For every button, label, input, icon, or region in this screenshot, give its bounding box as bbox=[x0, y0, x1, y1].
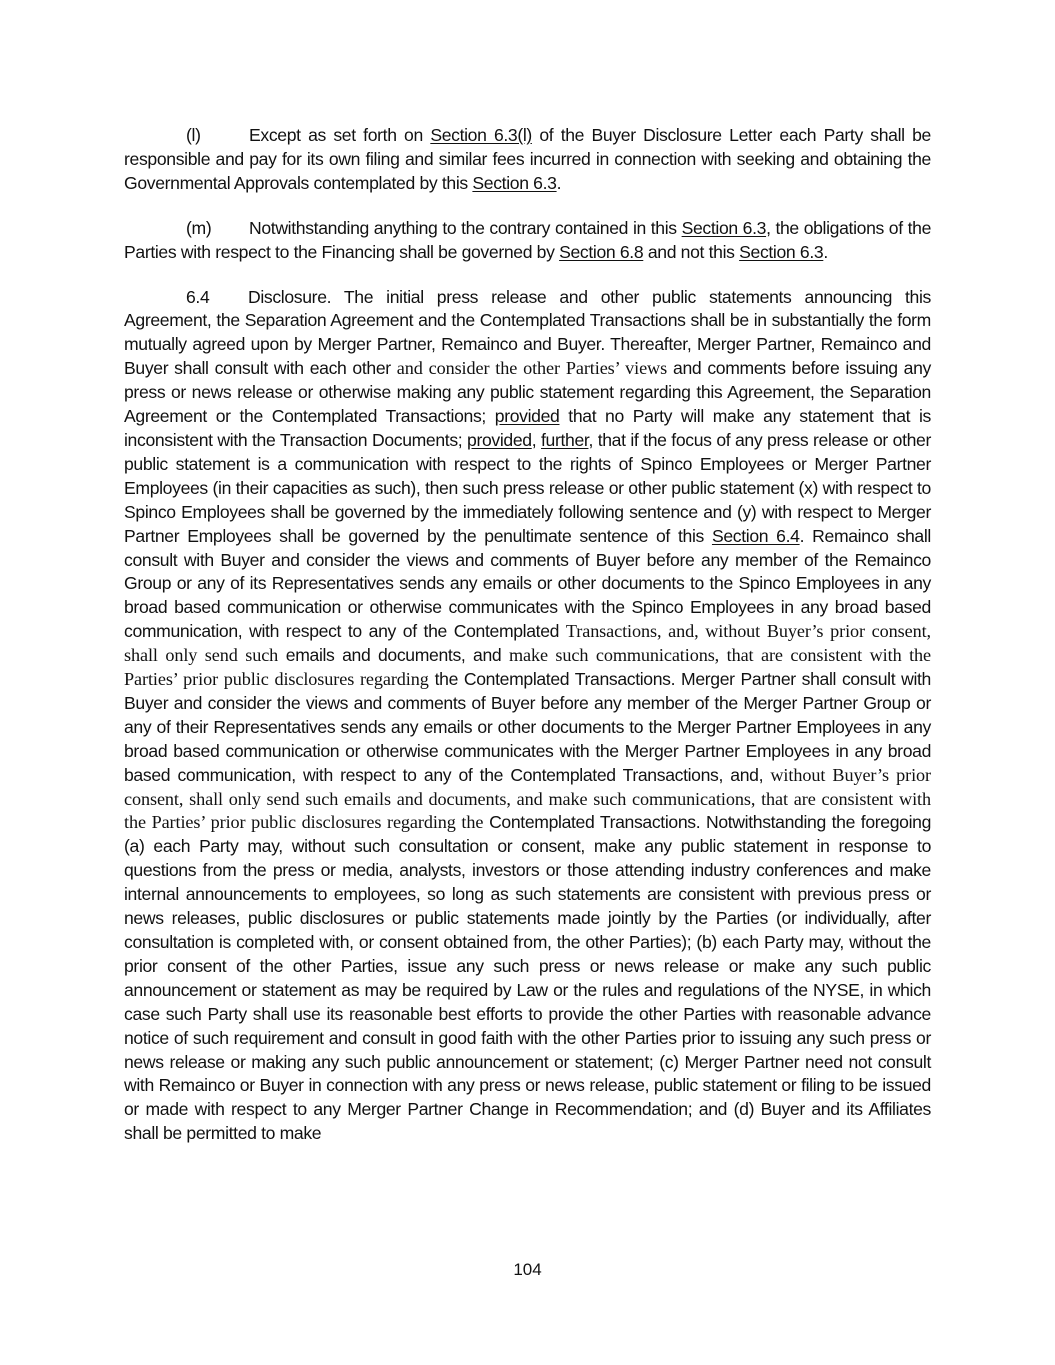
text-run: . Remainco shall consult with Buyer and consider the views and comments of Buyer before any member of the Remainco Group or any of its Representatives sends any emails or other documents to the Spinco Employees in any broad based communication or otherwise communicates with the Spinco Employees in any broad based communication, with respect to any of the Contemplated bbox=[124, 525, 931, 642]
document-body bbox=[124, 124, 931, 1146]
text-run-serif: make such communications, that are consistent with the Parties’ prior public disclosures regarding bbox=[124, 645, 931, 690]
section-reference: Section 6.3 bbox=[472, 172, 557, 193]
text-run: and comments before issuing any press or news release or otherwise making any public statement regarding this Agreement, the Separation Agreement or the Contemplated Transactions; bbox=[124, 358, 932, 427]
defined-term: further bbox=[541, 429, 589, 450]
text-run-serif: Transactions, and, without Buyer’s prior consent, shall only send such bbox=[124, 621, 931, 666]
paragraph-6-3-m bbox=[124, 217, 931, 265]
text-run: and not this bbox=[643, 241, 740, 262]
paragraph-6-3-l bbox=[124, 124, 931, 196]
text-run: . bbox=[823, 241, 828, 262]
text-run: emails and documents, and bbox=[278, 645, 509, 666]
section-heading: Disclosure. bbox=[248, 286, 332, 307]
section-reference: Section 6.4 bbox=[711, 525, 800, 546]
text-run: The initial press release and other public statements announcing this Agreement, the Separation Agreement and the Contemplated Transactions shall be in substantially the form mutually agreed upon by Merger Partner, Remainco and Buyer. Thereafter, Merger Partner, Remainco and Buyer shall consult with each other bbox=[124, 286, 931, 379]
text-run-serif: without Buyer’s prior consent, shall only send such emails and documents, and make such communications, that are consistent with the Parties’ prior public disclosures regarding the bbox=[124, 764, 932, 833]
paragraph-label: (m) bbox=[186, 217, 212, 238]
paragraph-label: (l) bbox=[186, 125, 201, 145]
section-reference: Section 6.3 bbox=[681, 217, 767, 238]
text-run: , the obligations of the Parties with respect to the Financing shall be governed by bbox=[124, 217, 932, 262]
section-number: 6.4 bbox=[186, 286, 210, 307]
section-reference: Section 6.3 bbox=[739, 241, 824, 262]
section-6-4-disclosure bbox=[124, 286, 931, 1147]
text-run: . bbox=[556, 172, 562, 193]
text-run: , that if the focus of any press release or other public statement is a communication with respect to the rights of Spinco Employees or Merger Partner Employees (in their capacities as such), then such press release or other public statement (x) with respect to Spinco Employees shall be governed by the immediately following sentence and (y) with respect to Merger Partner Employees shall be governed by the penultimate sentence of this bbox=[124, 429, 931, 546]
text-run: Contemplated Transactions. Notwithstanding the foregoing (a) each Party may, without such consultation or consent, make any public statement in response to questions from the press or media, analysts, investors or those attending industry conferences and make internal announcements to employees, so long as such statements are consistent with previous press or news releases, public disclosures or public statements made jointly by the Parties (or individually, after consultation is completed with, or consent obtained from, the other Parties); (b) each Party may, without the prior consent of the other Parties, issue any such press or news release or make any such public announcement or statement as may be required by Law or the rules and regulations of the NYSE, in which case such Party shall use its reasonable best efforts to provide the other Parties with reasonable advance notice of such requirement and consult in good faith with the other Parties prior to issuing any such press or news release or making any such public announcement or statement; (c) Merger Partner need not consult with Remainco or Buyer in connection with any press or news release, public statement or filing to be issued or made with respect to any Merger Partner Change in Recommendation; and (d) Buyer and its Affiliates shall be permitted to make bbox=[124, 812, 932, 1144]
text-run-serif: and consider the other Parties’ views bbox=[396, 358, 668, 379]
text-run: of the Buyer Disclosure Letter each Party shall be responsible and pay for its own filing and similar fees incurred in connection with seeking and obtaining the Governmental Approvals contemplated by this bbox=[124, 125, 931, 193]
page-number: 104 bbox=[513, 1260, 542, 1279]
section-reference: Section 6.3(l) bbox=[430, 125, 532, 145]
text-run: the Contemplated Transactions. Merger Partner shall consult with Buyer and consider the views and comments of Buyer before any member of the Merger Partner Group or any of their Representatives sends any emails or other documents to the Merger Partner Employees in any broad based communication or otherwise communicates with the Merger Partner Employees in any broad based communication, with respect to any of the Contemplated Transactions, and, bbox=[124, 669, 931, 785]
text-run: Notwithstanding anything to the contrary contained in this bbox=[249, 217, 682, 238]
text-run: that no Party will make any statement that is inconsistent with the Transaction Documents; bbox=[124, 406, 931, 450]
text-run: Except as set forth on bbox=[249, 125, 431, 145]
defined-term: provided bbox=[467, 429, 532, 450]
section-reference: Section 6.8 bbox=[559, 241, 644, 262]
defined-term: provided bbox=[494, 406, 560, 427]
text-run: , bbox=[531, 429, 542, 450]
